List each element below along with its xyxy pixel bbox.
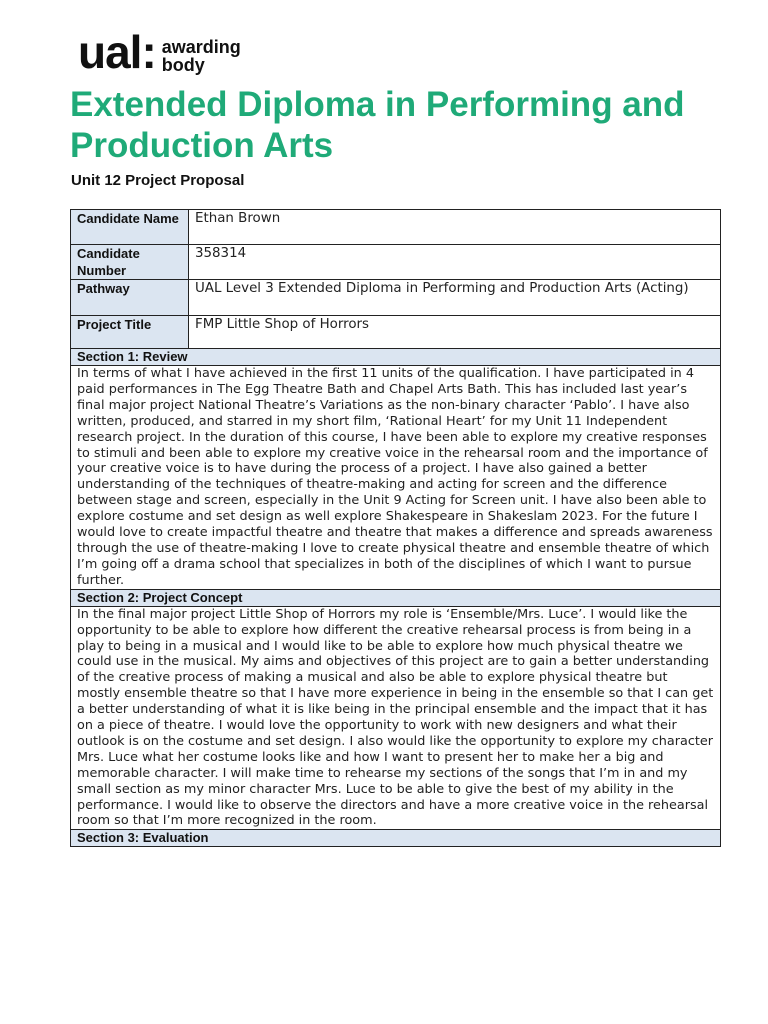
candidate-number-value: 358314	[189, 245, 721, 280]
section-review-heading: Section 1: Review	[71, 349, 721, 366]
logo-line-2: body	[161, 55, 205, 75]
section-review-body-row	[71, 366, 721, 590]
project-title-row	[71, 316, 721, 349]
section-concept-text: In the final major project Little Shop of Horrors my role is ‘Ensemble/Mrs. Luce’. I would like the opportunity to be able to explore how different the creative rehearsal process is from being in a play to being in a musical and I would like to be able to explore how much physical theatre we could use in the musical. My aims and objectives of this project are to gain a better understanding of the creative process of making a musical and also be able to explore physical theatre but mostly ensemble theatre so that I have more experience in being in the ensemble so that I can get a better understanding of what it is like being in the principal ensemble and the impact that it has on a piece of theatre. I would love the opportunity to work with new designers and what their outlook is on the costume and set design. I also would like the opportunity to explore my character Mrs. Luce what her costume looks like and how I want to present her to make her a big and memorable character. I will make time to rehearse my sections of the songs that I’m in and my small section as my minor character Mrs. Luce to be able to give the best of my ability in the performance. I would like to observe the directors and have a more creative voice in the rehearsal room so that I’m more recognized in the room.	[71, 606, 721, 830]
section-evaluation-heading: Section 3: Evaluation	[71, 830, 721, 847]
project-title-label: Project Title	[71, 316, 189, 349]
logo-subtitle	[162, 38, 241, 74]
section-review-text: In terms of what I have achieved in the first 11 units of the qualification. I have participated in 4 paid performances in The Egg Theatre Bath and Chapel Arts Bath. This has included last year’s final major project National Theatre’s Variations as the non-binary character ‘Pablo’. I have also written, produced, and starred in my short film, ‘Rational Heart’ for my Unit 11 Independent research project. In the duration of this course, I have been able to explore my creative responses to stimuli and been able to explore my creative voice in the rehearsal room and the importance of your creative voice is to have during the process of a project. I have also gained a better understanding of the techniques of theatre-making and acting for screen and the difference between stage and screen, especially in the Unit 9 Acting for Screen unit. I have also been able to explore costume and set design as well explore Shakespeare in Shakeslam 2023. For the future I would love to create impactful theatre and theatre that makes a difference and spreads awareness through the use of theatre-making I love to create physical theatre and ensemble theatre of which I’m going off a drama school that specializes in both of the disciplines of which I want to pursue further.	[71, 366, 721, 590]
proposal-form-table	[70, 209, 721, 847]
logo-line-1: awarding	[161, 37, 241, 57]
pathway-label: Pathway	[71, 280, 189, 316]
candidate-name-row	[71, 210, 721, 245]
candidate-name-label: Candidate Name	[71, 210, 189, 245]
page-subtitle: Unit 12 Project Proposal	[71, 172, 245, 189]
project-title-value: FMP Little Shop of Horrors	[189, 316, 721, 349]
candidate-number-row	[71, 245, 721, 280]
logo-wordmark: ual:	[78, 26, 156, 78]
pathway-row	[71, 280, 721, 316]
candidate-number-label: Candidate Number	[71, 245, 189, 280]
section-review-heading-row	[71, 349, 721, 366]
section-concept-body-row	[71, 606, 721, 830]
section-concept-heading: Section 2: Project Concept	[71, 589, 721, 606]
section-concept-heading-row	[71, 589, 721, 606]
candidate-name-value: Ethan Brown	[189, 210, 721, 245]
ual-logo	[78, 26, 241, 78]
pathway-value: UAL Level 3 Extended Diploma in Performing and Production Arts (Acting)	[189, 280, 721, 316]
section-evaluation-heading-row	[71, 830, 721, 847]
page-title: Extended Diploma in Performing and Production Arts	[70, 85, 685, 165]
